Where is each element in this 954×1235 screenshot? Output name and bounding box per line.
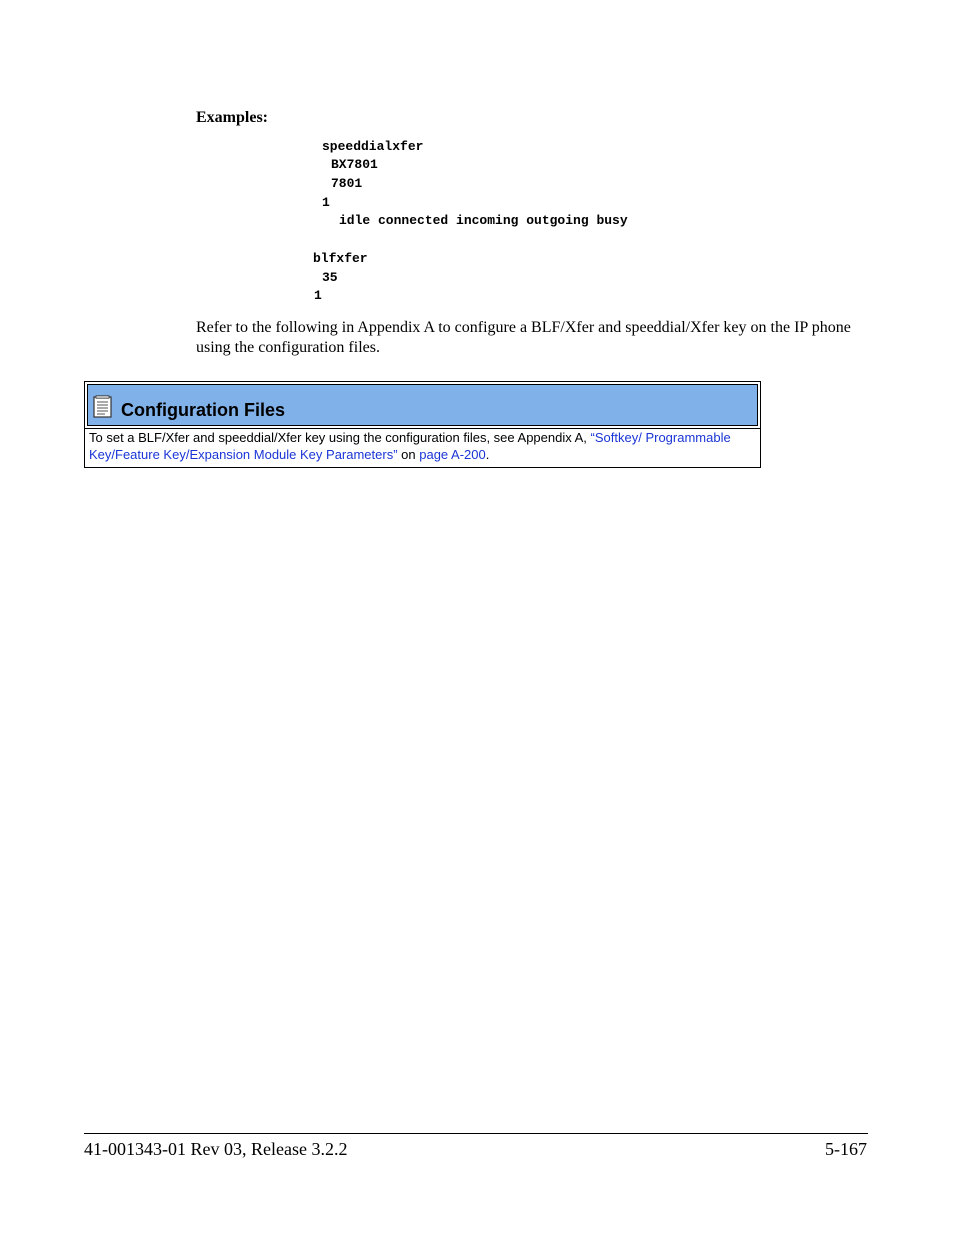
footer-page-number: 5-167	[825, 1139, 867, 1159]
config-text-middle: on	[397, 447, 420, 462]
code-line-8: 1	[314, 288, 322, 303]
body-paragraph: Refer to the following in Appendix A to configure a BLF/Xfer and speeddial/Xfer key on the IP phone using the configuration files.	[196, 319, 851, 356]
configuration-files-text	[89, 429, 751, 463]
softkey-parameters-link[interactable]: “Softkey/ Programmable Key/Feature Key/Expansion Module Key Parameters”	[89, 430, 731, 462]
code-line-1: speeddialxfer	[322, 139, 424, 154]
code-line-4: 1	[322, 195, 330, 210]
code-line-5: idle connected incoming outgoing busy	[339, 213, 628, 228]
code-line-3: 7801	[331, 176, 363, 191]
footer-divider	[84, 1133, 868, 1134]
code-line-2: BX7801	[331, 157, 378, 172]
config-text-before: To set a BLF/Xfer and speeddial/Xfer key using the configuration files, see Appendix A,	[89, 430, 591, 445]
code-line-7: 35	[322, 270, 338, 285]
document-icon	[93, 395, 113, 419]
configuration-files-header	[87, 384, 758, 426]
footer-document-id: 41-001343-01 Rev 03, Release 3.2.2	[84, 1139, 348, 1159]
configuration-files-box	[84, 381, 761, 468]
page-a200-link[interactable]: page A-200	[419, 447, 486, 462]
configuration-files-title: Configuration Files	[121, 400, 285, 420]
examples-heading: Examples:	[196, 109, 268, 126]
code-line-6: blfxfer	[313, 251, 368, 266]
config-text-after: .	[485, 447, 490, 462]
